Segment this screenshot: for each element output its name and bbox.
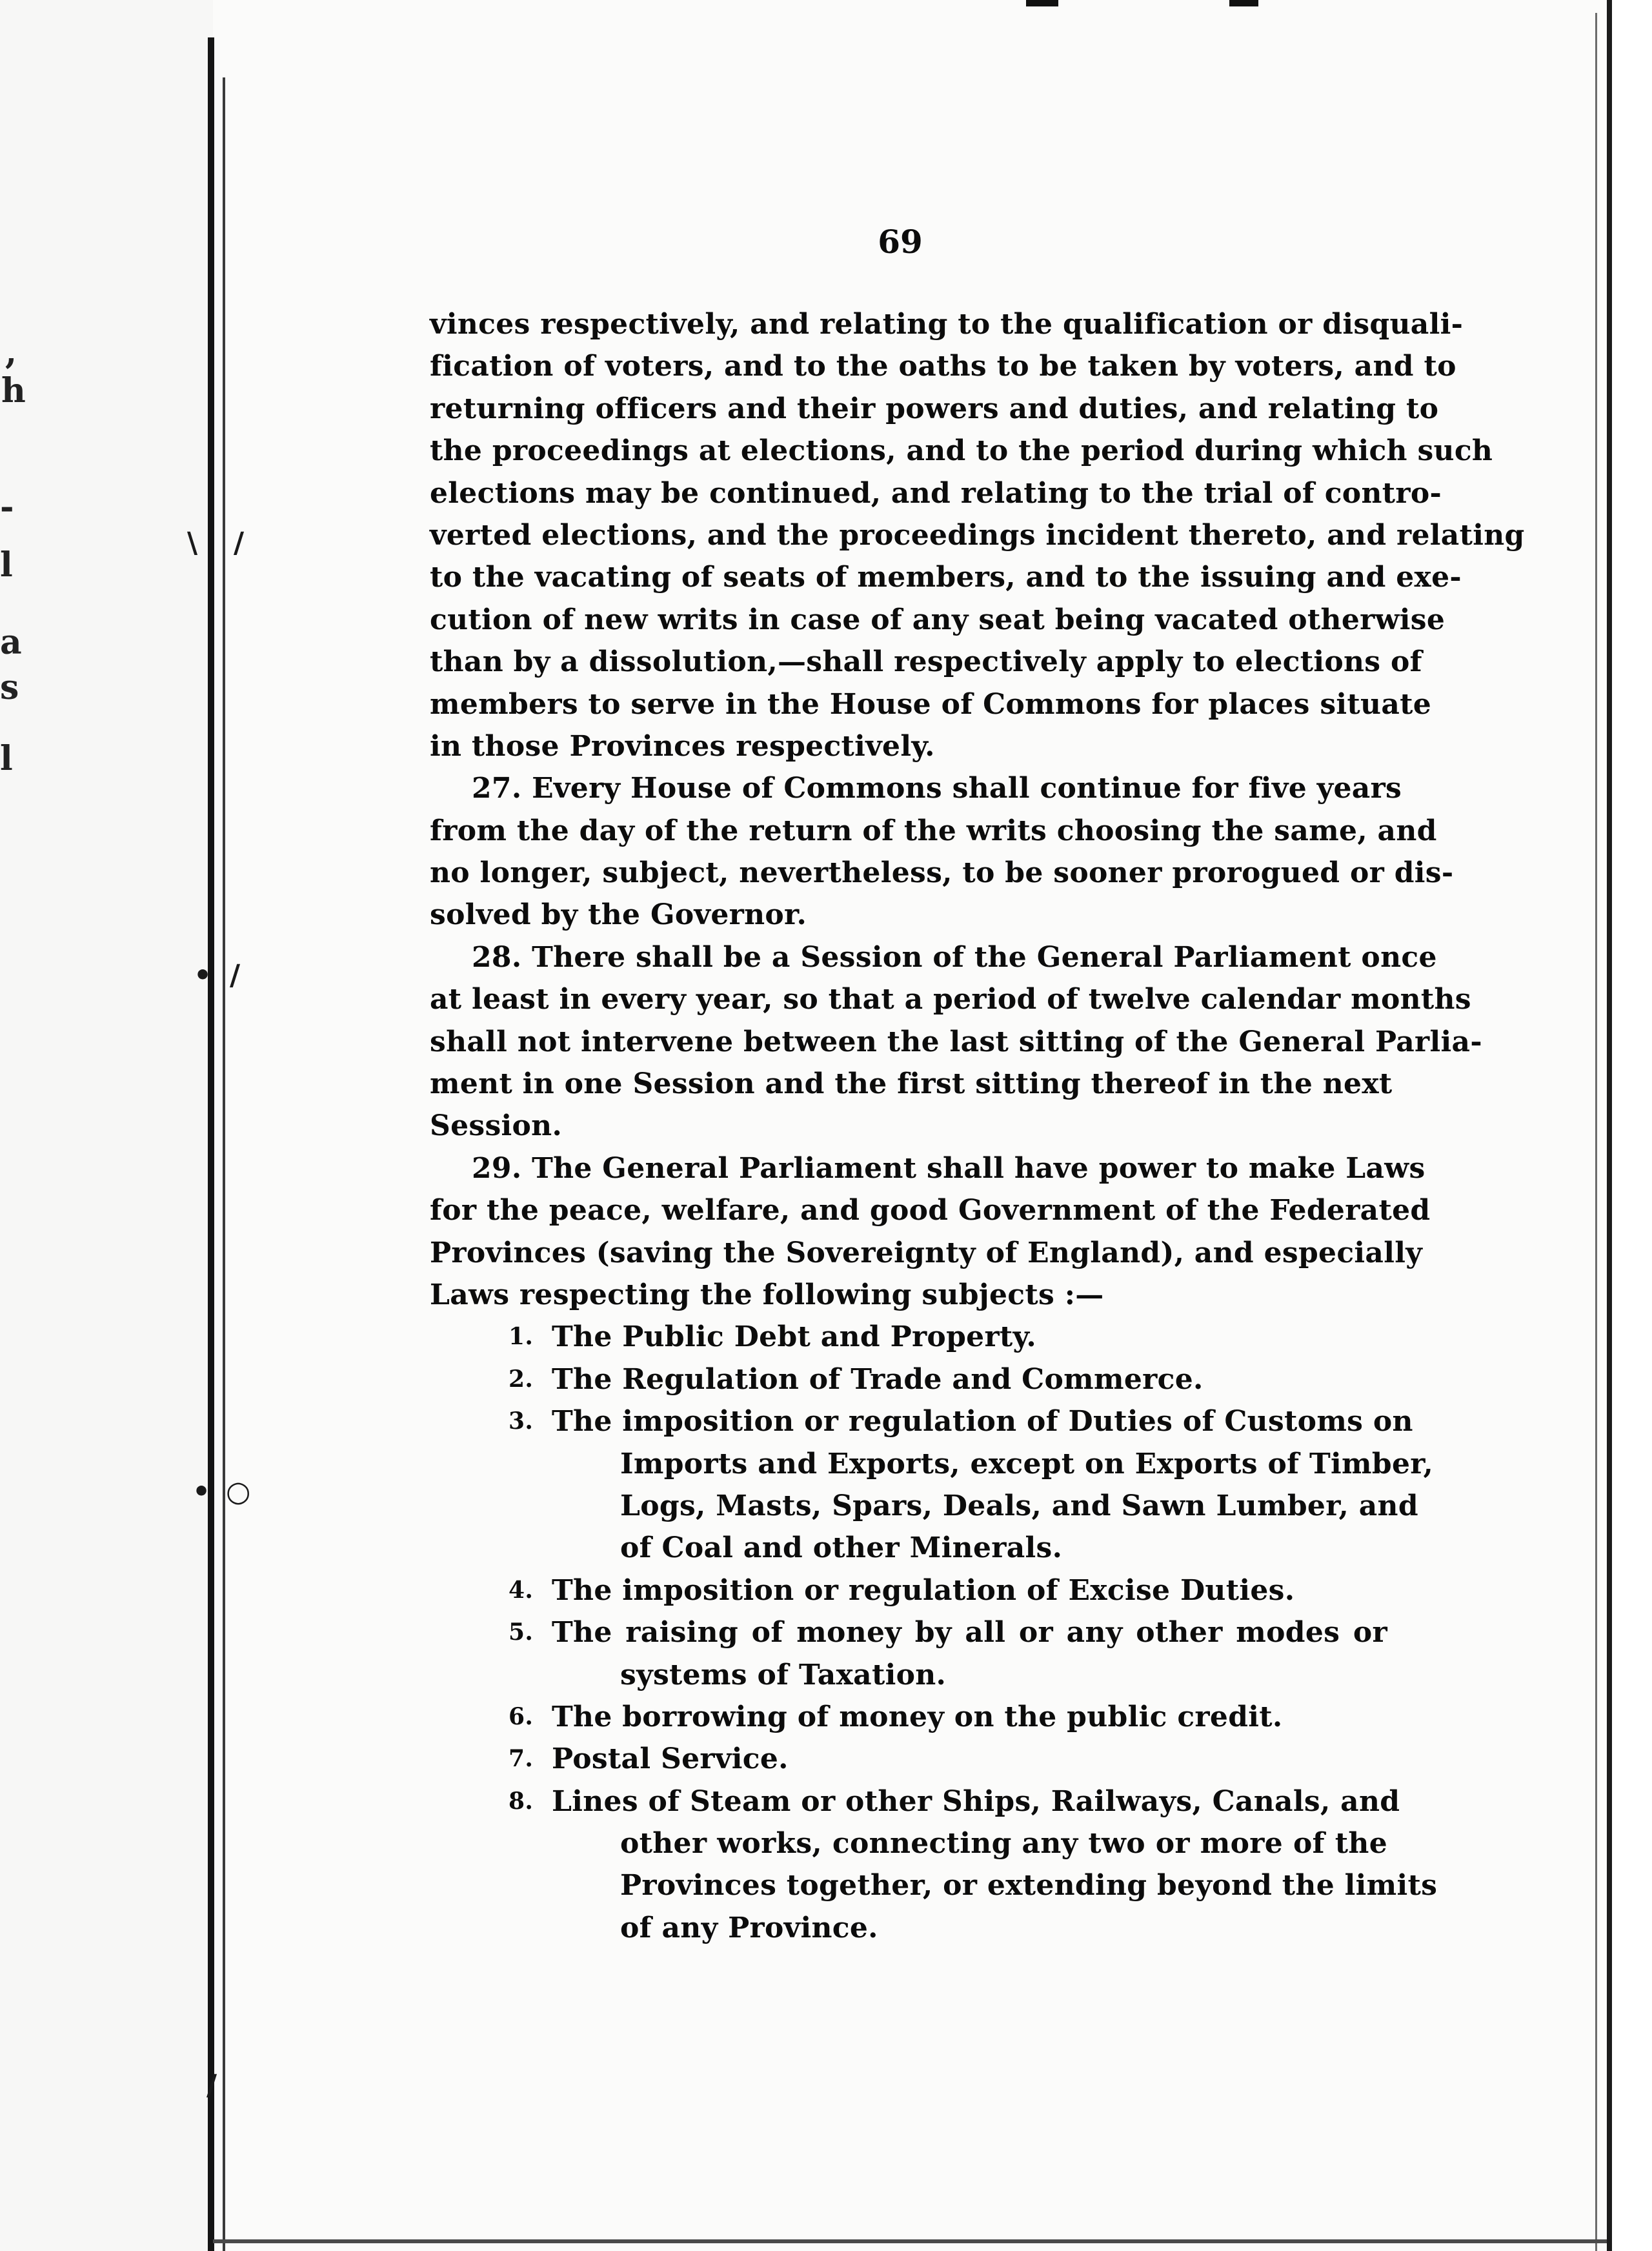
right-margin xyxy=(1612,0,1652,2251)
list-item-text: The raising of money by all or any other modes or xyxy=(552,1616,1387,1650)
facing-page-fragment: - xyxy=(0,487,14,527)
text-line: Laws respecting the following subjects :— xyxy=(430,1278,1104,1311)
facing-page-fragment: , xyxy=(5,332,17,372)
gutter-speck: \ xyxy=(187,527,198,560)
list-item xyxy=(430,1316,1387,1358)
text-line: fication of voters, and to the oaths to be taken by voters, and to xyxy=(430,350,1456,383)
list-item xyxy=(430,1358,1387,1400)
page-number: 69 xyxy=(878,223,923,261)
gutter-speck: • xyxy=(194,959,212,992)
top-edge-speck xyxy=(1026,0,1058,6)
list-item xyxy=(430,1696,1387,1738)
list-item-text: The imposition or regulation of Duties of Customs on xyxy=(552,1405,1413,1438)
section-start-line: 28. There shall be a Session of the General Parliament once xyxy=(472,940,1437,974)
text-line: at least in every year, so that a period of twelve calendar months xyxy=(430,983,1471,1016)
list-item-text: The imposition or regulation of Excise Duties. xyxy=(552,1573,1295,1607)
text-line: verted elections, and the proceedings incident thereto, and relating xyxy=(430,518,1525,552)
text-line: members to serve in the House of Commons for places situate xyxy=(430,687,1432,721)
text-line: Provinces (saving the Sovereignty of England), and especially xyxy=(430,1236,1423,1269)
text-line: Imports and Exports, except on Exports of Timber, xyxy=(620,1447,1434,1480)
list-item-number: 6. xyxy=(509,1702,534,1730)
list-item-text: The borrowing of money on the public credit. xyxy=(552,1700,1283,1733)
list-item-number: 1. xyxy=(509,1323,534,1351)
facing-page-fragment: l xyxy=(0,739,13,778)
text-line: other works, connecting any two or more of the xyxy=(620,1827,1387,1861)
text-line: solved by the Governor. xyxy=(430,898,807,932)
text-line: Provinces together, or extending beyond the limits xyxy=(620,1869,1438,1903)
facing-page-fragment: l xyxy=(0,545,13,585)
gutter-speck: • xyxy=(192,1475,211,1508)
text-line: Logs, Masts, Spars, Deals, and Sawn Lumber, and xyxy=(620,1489,1418,1522)
text-line: in those Provinces respectively. xyxy=(430,729,935,763)
list-item-text: The Public Debt and Property. xyxy=(552,1320,1036,1354)
text-line: Session. xyxy=(430,1109,563,1143)
facing-page-fragment: a xyxy=(0,623,22,662)
right-edge-rule xyxy=(1595,13,1597,2251)
gutter-shadow xyxy=(208,37,214,2251)
facing-page-fragment: s xyxy=(0,668,19,707)
gutter-speck: / xyxy=(230,959,241,992)
list-item xyxy=(430,1611,1387,1653)
list-item-number: 2. xyxy=(509,1365,534,1393)
list-item xyxy=(430,1570,1387,1611)
list-item-text: Postal Service. xyxy=(552,1742,789,1776)
text-line: from the day of the return of the writs choosing the same, and xyxy=(430,814,1437,847)
list-item-text: Lines of Steam or other Ships, Railways, Canals, and xyxy=(552,1784,1400,1818)
gutter-speck: / xyxy=(206,2069,217,2102)
text-line: of Coal and other Minerals. xyxy=(620,1531,1063,1565)
bottom-edge-rule xyxy=(213,2239,1607,2243)
text-line: of any Province. xyxy=(620,1911,878,1944)
list-item-number: 8. xyxy=(509,1787,534,1815)
text-line: no longer, subject, nevertheless, to be sooner prorogued or dis- xyxy=(430,856,1454,890)
text-line: systems of Taxation. xyxy=(620,1658,947,1691)
list-item-number: 3. xyxy=(509,1408,534,1435)
text-line: than by a dissolution,—shall respectively apply to elections of xyxy=(430,645,1422,679)
text-line: vinces respectively, and relating to the qualification or disquali- xyxy=(430,308,1464,341)
facing-page-fragment: h xyxy=(1,371,26,410)
gutter-speck: / xyxy=(234,527,245,560)
list-item-text: The Regulation of Trade and Commerce. xyxy=(552,1362,1204,1396)
text-line: for the peace, welfare, and good Government of the Federated xyxy=(430,1194,1431,1227)
text-line: to the vacating of seats of members, and to the issuing and exe- xyxy=(430,561,1462,594)
list-item xyxy=(430,1738,1387,1780)
list-item xyxy=(430,1781,1400,1822)
section-start-line: 27. Every House of Commons shall continue for five years xyxy=(472,772,1402,805)
gutter-rule xyxy=(223,77,225,2251)
list-item xyxy=(430,1400,1413,1442)
text-line: ment in one Session and the first sitting thereof in the next xyxy=(430,1067,1393,1101)
gutter-speck: ○ xyxy=(226,1475,251,1508)
text-line: elections may be continued, and relating to the trial of contro- xyxy=(430,476,1442,510)
list-item-number: 5. xyxy=(509,1619,534,1646)
text-line: returning officers and their powers and duties, and relating to xyxy=(430,392,1439,425)
facing-page-edge xyxy=(0,0,213,2251)
text-line: cution of new writs in case of any seat being vacated otherwise xyxy=(430,603,1446,636)
page-body-text xyxy=(430,303,1525,1949)
section-start-line: 29. The General Parliament shall have power to make Laws xyxy=(472,1151,1425,1185)
list-item-number: 4. xyxy=(509,1576,534,1604)
top-edge-speck xyxy=(1229,0,1258,6)
text-line: the proceedings at elections, and to the period during which such xyxy=(430,434,1493,468)
list-item-number: 7. xyxy=(509,1745,534,1773)
right-edge-shadow xyxy=(1607,0,1612,2251)
text-line: shall not intervene between the last sitting of the General Parlia- xyxy=(430,1025,1482,1058)
